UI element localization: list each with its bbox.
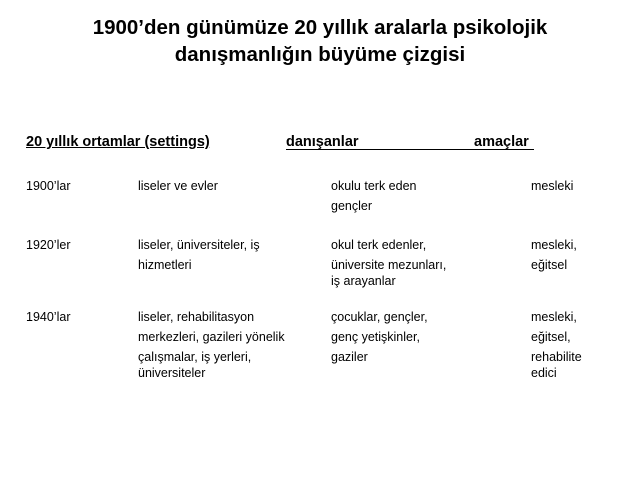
settings-line: hizmetleri: [138, 258, 192, 272]
title-line-2: danışmanlığın büyüme çizgisi: [174, 43, 466, 66]
settings-cell: [138, 178, 218, 194]
settings-line: liseler, üniversiteler, iş: [138, 238, 260, 252]
settings-cell: [138, 237, 260, 273]
goals-line: mesleki,: [531, 238, 577, 252]
period-label: 1940’lar: [26, 310, 71, 324]
goals-line: edici: [531, 366, 557, 380]
settings-line: merkezleri, gazileri yönelik: [138, 330, 285, 344]
clients-cell: [331, 237, 446, 289]
clients-line: iş arayanlar: [331, 274, 396, 288]
clients-line: okulu terk eden: [331, 179, 417, 193]
goals-line: eğitsel: [531, 258, 568, 272]
header-goals: amaçlar: [474, 134, 529, 150]
period-cell: [26, 309, 70, 325]
goals-cell: [531, 237, 577, 273]
clients-line: gaziler: [331, 350, 368, 364]
settings-cell: [138, 309, 285, 381]
goals-line: rehabilite: [531, 350, 582, 364]
settings-line: çalışmalar, iş yerleri,: [138, 350, 252, 364]
period-cell: [26, 178, 70, 194]
clients-line: okul terk edenler,: [331, 238, 427, 252]
title-line-1: 1900’den günümüze 20 yıllık aralarla psikolojik: [92, 16, 548, 39]
header-underline: [286, 149, 534, 150]
period-label: 1900’lar: [26, 179, 71, 193]
settings-line: liseler ve evler: [138, 179, 218, 193]
clients-line: çocuklar, gençler,: [331, 310, 428, 324]
period-label: 1920’ler: [26, 238, 71, 252]
header-settings: 20 yıllık ortamlar (settings): [26, 134, 210, 150]
settings-line: üniversiteler: [138, 366, 206, 380]
goals-line: eğitsel,: [531, 330, 571, 344]
period-cell: [26, 237, 70, 253]
goals-cell: [531, 309, 582, 381]
table-header: [0, 133, 640, 153]
clients-line: gençler: [331, 199, 372, 213]
slide-title: [40, 14, 600, 68]
goals-line: mesleki: [531, 179, 574, 193]
clients-line: genç yetişkinler,: [331, 330, 420, 344]
header-clients: danışanlar: [286, 134, 359, 150]
clients-line: üniversite mezunları,: [331, 258, 447, 272]
goals-line: mesleki,: [531, 310, 577, 324]
clients-cell: [331, 178, 416, 214]
clients-cell: [331, 309, 428, 365]
settings-line: liseler, rehabilitasyon: [138, 310, 255, 324]
goals-cell: [531, 178, 573, 194]
